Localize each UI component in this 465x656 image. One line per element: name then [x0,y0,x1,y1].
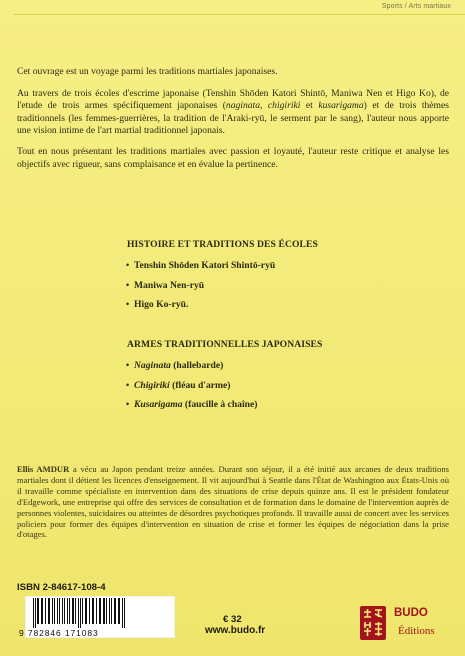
bullet-icon: • [126,260,130,270]
category-label: Sports / Arts martiaux [381,3,451,10]
weapons-list [127,356,447,415]
barcode-bar [54,598,55,624]
weapon-kusarigama: kusarigama [318,100,364,112]
list-item: • Chigiriki (fléau d'arme) [127,376,447,396]
barcode-bar [92,598,94,624]
barcode-bar [111,598,112,624]
barcode-bar [41,598,43,624]
bullet-icon: • [126,379,130,390]
barcode-bar [52,598,53,624]
barcode-bar [82,598,83,624]
barcode-bars [31,598,169,628]
barcode-bar [37,598,39,624]
barcode-bar [103,598,105,624]
list-item: • Tenshin Shōden Katori Shintō-ryū [127,256,447,276]
barcode-bar [89,598,90,624]
publisher-seal-icon [360,606,386,640]
barcode-number: 9 782846 171083 [19,628,99,638]
barcode-bar [80,598,81,628]
barcode-bar [67,598,68,624]
section-schools-heading: HISTOIRE ET TRADITIONS DES ÉCOLES [127,239,318,250]
barcode-bar [85,598,87,624]
intro-text [17,66,449,179]
list-item: • Kusarigama (faucille à chaîne) [127,395,447,415]
section-weapons-heading: ARMES TRADITIONNELLES JAPONAISES [127,339,323,350]
barcode-bar [109,598,110,624]
barcode-bar [78,598,79,628]
barcode [17,596,175,646]
barcode-bar [75,598,76,624]
isbn-label: ISBN 2-84617-108-4 [17,582,106,593]
barcode-bar [59,598,60,624]
weapon-chigiriki: chigiriki [267,100,301,112]
author-name: Ellis AMDUR [17,464,70,474]
barcode-bar [96,598,97,624]
barcode-bar [124,598,125,628]
list-item: • Naginata (hallebarde) [127,356,447,376]
intro-paragraph-1: Cet ouvrage est un voyage parmi les traditions martiales japonaises. [17,66,278,77]
barcode-bar [118,598,120,624]
barcode-bar [114,598,116,624]
barcode-bar [33,598,34,628]
publisher-logo-budo: BUDO [394,607,428,619]
bullet-icon: • [126,360,130,370]
bullet-icon: • [126,399,130,409]
publisher-logo-editions: Éditions [398,625,435,637]
bullet-icon: • [126,299,130,309]
list-item: • Maniwa Nen-ryū [127,276,447,296]
list-item: • Higo Ko-ryū. [127,295,447,315]
barcode-bar [62,598,63,624]
barcode-bar [69,598,70,624]
top-divider [14,14,465,15]
website-link[interactable]: www.budo.fr [205,625,266,636]
barcode-bar [35,598,36,628]
schools-list [127,256,447,315]
bullet-icon: • [126,279,130,290]
intro-paragraph-2: Au travers de trois écoles d'escrime japonaise (Tenshin Shōden Katori Shintō, Maniwa Nen et Higo Ko), de l'etude de trois armes spécifiquement japonaises (naginata, chigiriki et kusarigama) et de trois thèmes traditionnels (les femmes-guerrières, la tradition de l'Araki-ryū, le serment par le sang), l'auteur nous apporte une vision intime de l'art martial traditionnel japonais. [17,87,449,137]
intro-paragraph-3: Tout en nous présentant les traditions martiales avec passion et loyauté, l'auteur reste critique et analyse les objectifs avec rigueur, sans complaisance et en évalue la pertinence. [17,145,449,170]
barcode-bar [106,598,107,624]
barcode-bar [48,598,50,624]
weapon-naginata: naginata [225,100,261,112]
barcode-bar [99,598,101,624]
section-schools [127,239,447,315]
barcode-bar [122,598,123,628]
barcode-bar [72,598,74,624]
barcode-bar [64,598,65,624]
price: € 32 [223,614,242,625]
section-weapons [127,339,447,415]
barcode-bar [45,598,46,624]
author-bio: Ellis AMDUR a vécu au Japon pendant treize années. Durant son séjour, il a été initié aux arcanes de deux traditions martiales dont il détient les licences d'enseignement. Il vit aujourd'hui à Seattle dans l'État de Washington aux États-Unis où il travaille comme spécialiste en intervention dans des situations de crise depuis quinze ans. Il est le président fondateur d'Edgework, une entreprise qui offre des services de consultation et de formation dans le domaine de l'intervention auprès de personnes violentes, suicidaires ou atteintes de désordres psychotiques profonds. Il travaille aussi de concert avec les services policiers pour former des équipes d'intervention en situation de crise et former les équipes de négociation dans la prise d'otages. [17,464,449,540]
barcode-bar [57,598,58,624]
